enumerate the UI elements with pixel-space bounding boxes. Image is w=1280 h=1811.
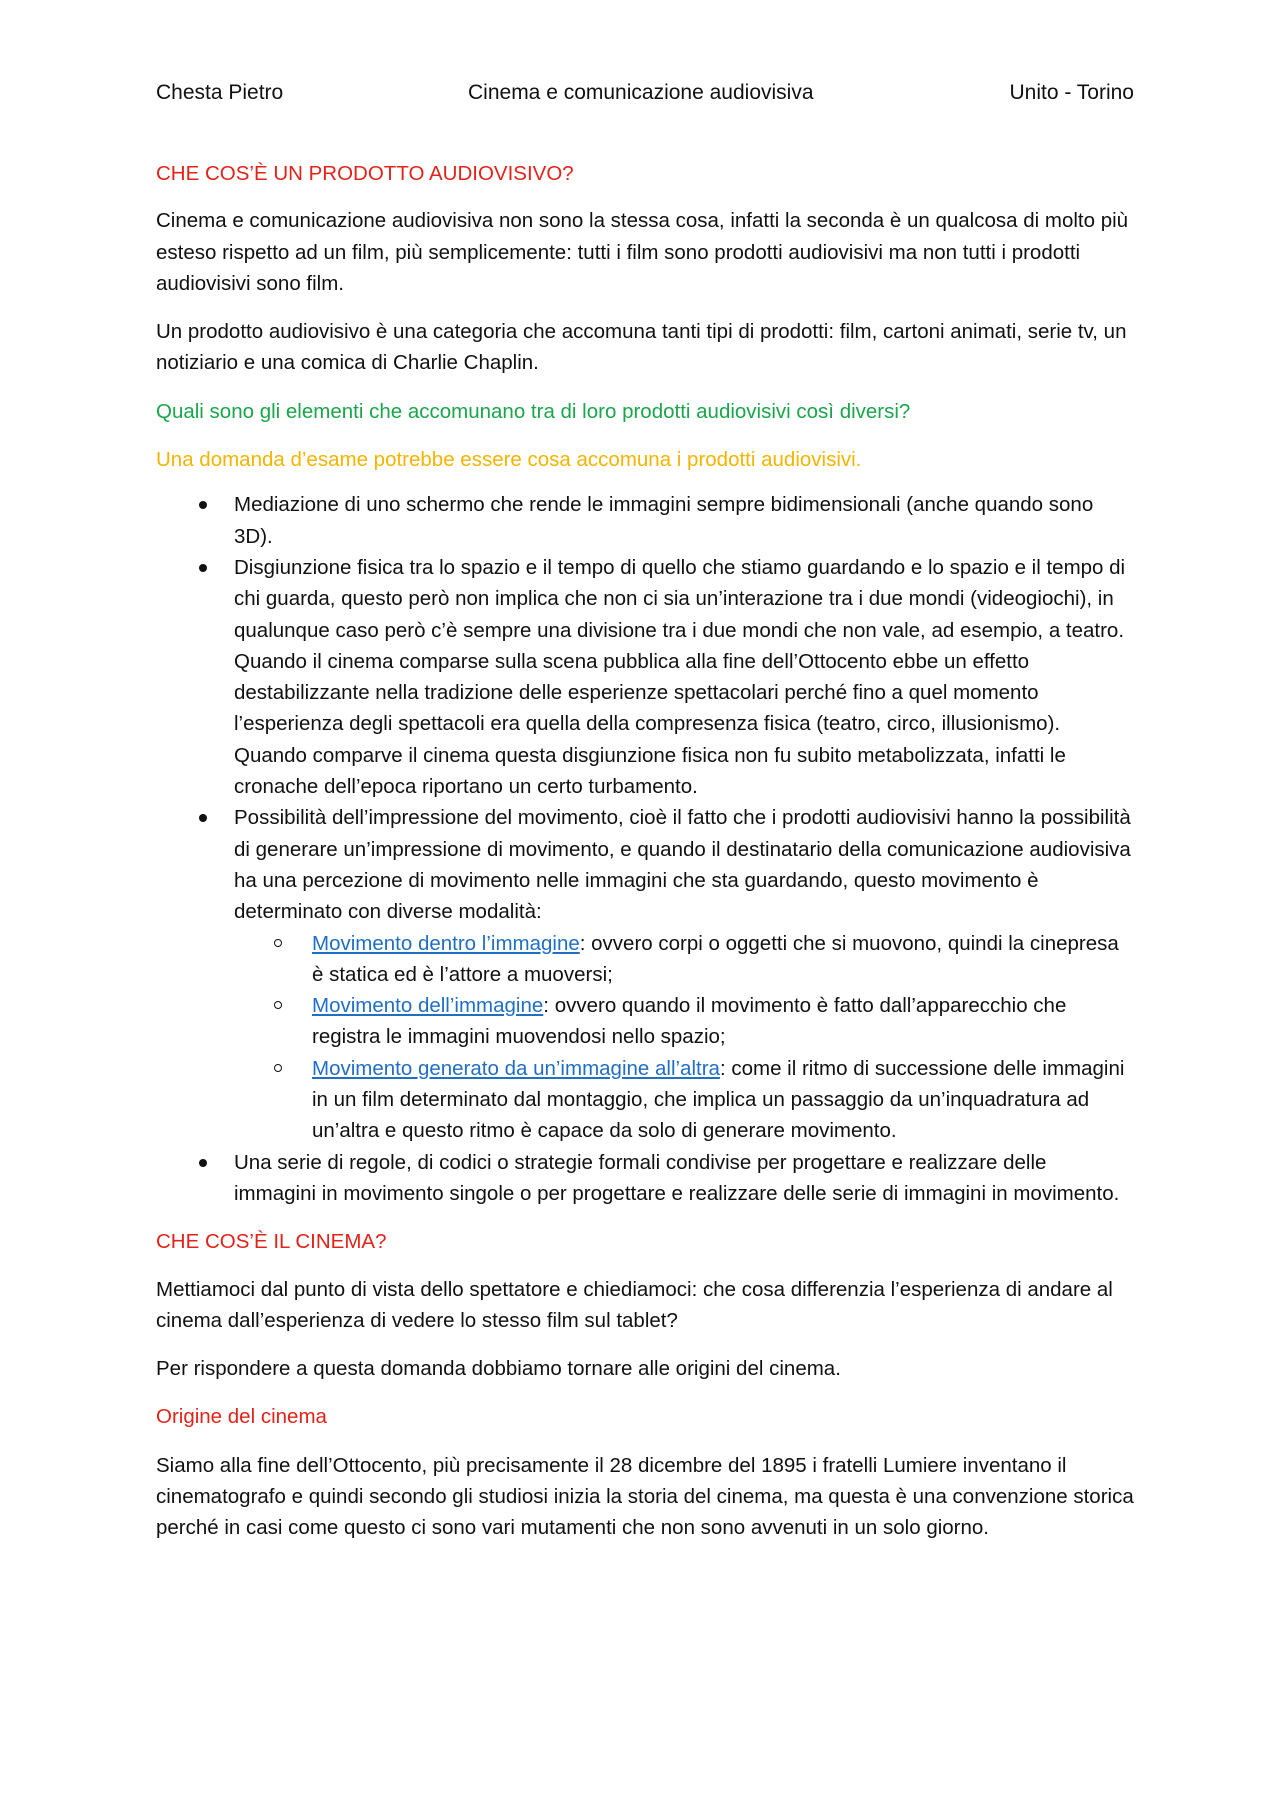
paragraph: Per rispondere a questa domanda dobbiamo tornare alle origini del cinema. (156, 1357, 841, 1381)
exam-note: Una domanda d’esame potrebbe essere cosa accomuna i prodotti audiovisivi. (156, 448, 862, 472)
list-item-text: Disgiunzione fisica tra lo spazio e il tempo di quello che stiamo guardando e lo spazio e il tempo di chi guarda, questo però non implica che non ci sia un’interazione tra i due mondi (videogiochi), in qualunque caso però c’è sempre una divisione tra i due mondi che non vale, ad esempio, a teatro. (234, 555, 1126, 642)
bullet-list (156, 489, 1134, 1209)
list-item-text: Una serie di regole, di codici o strategie formali condivise per progettare e realizzare delle immagini in movimento singole o per progettare e realizzare delle serie di immagini in movimento. (234, 1150, 1120, 1205)
question-text: Quali sono gli elementi che accomunano tra di loro prodotti audiovisivi così diversi? (156, 399, 911, 423)
movement-of-image-link[interactable]: Movimento dell’immagine (312, 994, 544, 1018)
sub-list-item (234, 1053, 1134, 1147)
list-item-text: Possibilità dell’impressione del movimento, cioè il fatto che i prodotti audiovisivi hanno la possibilità di generare un’impressione di movimento, e quando il destinatario della comunicazione audiovisiva ha una percezione di movimento nelle immagini che sta guardando, questo movimento è determinato con diverse modalità: (234, 806, 1131, 924)
sub-list-item-text: : come il ritmo di successione delle immagini in un film determinato dal montaggio, che implica un passaggio da un’inquadratura ad un’altra e questo ritmo è capace da solo di generare movimento. (312, 1056, 1125, 1143)
paragraph: Siamo alla fine dell’Ottocento, più precisamente il 28 dicembre del 1895 i fratelli Lumiere inventano il cinematografo e quindi secondo gli studiosi inizia la storia del cinema, ma questa è una convenzione storica perché in casi come questo ci sono vari mutamenti che non sono avvenuti in un solo giorno. (156, 1453, 1134, 1540)
paragraph: Cinema e comunicazione audiovisiva non sono la stessa cosa, infatti la seconda è un qualcosa di molto più esteso rispetto ad un film, più semplicemente: tutti i film sono prodotti audiovisivi ma non tutti i prodotti audiovisivi sono film. (156, 209, 1129, 295)
movement-between-images-link[interactable]: Movimento generato da un’immagine all’altra (312, 1056, 720, 1080)
list-item (156, 552, 1134, 802)
sub-list-item (234, 928, 1134, 991)
list-item (156, 489, 1134, 552)
sub-list-item-text: : ovvero quando il movimento è fatto dall’apparecchio che registra le immagini muovendosi nello spazio; (312, 994, 1067, 1049)
list-item (156, 802, 1134, 1146)
movement-within-image-link[interactable]: Movimento dentro l’immagine (312, 931, 580, 955)
list-item (156, 1147, 1134, 1210)
sub-list (234, 928, 1134, 1147)
subsection-title-origin: Origine del cinema (156, 1405, 327, 1429)
sub-list-item (234, 990, 1134, 1053)
header-author: Chesta Pietro (156, 81, 284, 104)
list-item-continuation: Quando il cinema comparse sulla scena pubblica alla fine dell’Ottocento ebbe un effetto destabilizzante nella tradizione delle esperienze spettacolari perché fino a quel momento l’esperienza degli spettacoli era quella della compresenza fisica (teatro, circo, illusionismo). Quando comparve il cinema questa disgiunzione fisica non fu subito metabolizzata, infatti le cronache dell’epoca riportano un certo turbamento. (234, 649, 1066, 799)
header-course: Cinema e comunicazione audiovisiva (468, 81, 814, 104)
sub-list-item-text: : ovvero corpi o oggetti che si muovono, quindi la cinepresa è statica ed è l’attore a muoversi; (312, 931, 1119, 986)
document-body (156, 158, 1134, 1544)
paragraph: Un prodotto audiovisivo è una categoria che accomuna tanti tipi di prodotti: film, cartoni animati, serie tv, un notiziario e una comica di Charlie Chaplin. (156, 320, 1127, 375)
section-title-audiovisual: CHE COS’È UN PRODOTTO AUDIOVISIVO? (156, 162, 574, 185)
section-title-cinema: CHE COS’È IL CINEMA? (156, 1230, 387, 1254)
paragraph: Mettiamoci dal punto di vista dello spettatore e chiediamoci: che cosa differenzia l’esperienza di andare al cinema dall’esperienza di vedere lo stesso film sul tablet? (156, 1277, 1113, 1332)
header-university: Unito - Torino (1009, 81, 1134, 104)
list-item-text: Mediazione di uno schermo che rende le immagini sempre bidimensionali (anche quando sono 3D). (234, 493, 1094, 548)
